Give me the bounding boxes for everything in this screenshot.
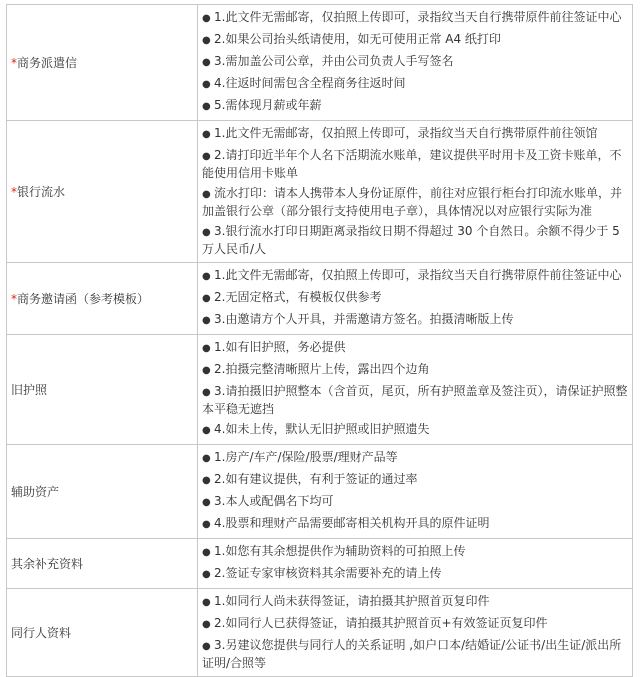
requirement-text: 1.此文件无需邮寄，仅拍照上传即可，录指纹当天自行携带原件前往领馆 [214,126,598,140]
requirement-text: 1.房产/车产/保险/股票/理财产品等 [214,450,398,464]
bullet-icon: ● [202,57,211,68]
list-item [202,51,628,73]
requirement-text: 3.请拍摄旧护照整本（含首页，尾页，所有护照盖章及签注页），请保证护照整本平稳无遮挡 [202,384,628,416]
bullet-icon: ● [202,271,211,282]
requirements-cell [198,335,633,445]
document-type-cell [7,263,198,335]
requirement-text: 3.银行流水打印日期距离录指纹日期不得超过 30 个自然日。余额不得少于 5 万人民币/人 [202,224,620,256]
table-row [7,445,633,539]
requirement-text: 2.签证专家审核资料其余需要补充的请上传 [214,566,442,580]
requirement-text: 2.拍摄完整清晰照片上传，露出四个边角 [214,362,430,376]
bullet-icon: ● [202,227,211,238]
bullet-icon: ● [202,387,211,398]
bullet-icon: ● [202,453,211,464]
bullet-icon: ● [202,343,211,354]
requirement-text: 3.由邀请方个人开具，并需邀请方签名。拍摄清晰版上传 [214,312,514,326]
table-row [7,263,633,335]
bullet-icon: ● [202,151,211,162]
requirements-cell [198,445,633,539]
list-item [202,469,628,491]
table-row [7,589,633,677]
list-item [202,7,628,29]
document-type-label: 商务邀请函（参考模板） [17,291,150,306]
requirement-text: 1.如有旧护照，务必提供 [214,340,346,354]
requirements-cell [198,589,633,677]
requirements-table [6,4,633,677]
bullet-icon: ● [202,129,211,140]
requirement-text: 1.此文件无需邮寄，仅拍照上传即可，录指纹当天自行携带原件前往签证中心 [214,268,622,282]
requirement-text: 2.如果公司抬头纸请使用，如无可使用正常 A4 纸打印 [214,32,501,46]
requirement-text: 4.往返时间需包含全程商务往返时间 [214,76,406,90]
bullet-icon: ● [202,519,211,530]
requirements-cell [198,5,633,121]
requirement-text: 2.如有建议提供，有利于签证的通过率 [214,472,418,486]
bullet-icon: ● [202,497,211,508]
document-type-label: 辅助资产 [11,484,60,499]
bullet-icon: ● [202,641,211,652]
bullet-icon: ● [202,475,211,486]
document-type-cell [7,445,198,539]
bullet-icon: ● [202,365,211,376]
requirements-cell [198,121,633,263]
document-type-cell [7,589,198,677]
required-mark: * [11,291,17,306]
requirements-cell [198,263,633,335]
requirement-text: 2.无固定格式，有模板仅供参考 [214,290,382,304]
bullet-icon: ● [202,425,211,436]
requirement-text: 4.股票和理财产品需要邮寄相关机构开具的原件证明 [214,516,490,530]
table-row [7,335,633,445]
list-item [202,309,628,331]
list-item [202,513,628,535]
list-item [202,73,628,95]
bullet-icon: ● [202,79,211,90]
bullet-icon: ● [202,619,211,630]
requirement-text: 4.如未上传，默认无旧护照或旧护照遗失 [214,422,430,436]
requirement-text: 1.如您有其余想提供作为辅助资料的可拍照上传 [214,544,466,558]
list-item [202,563,628,585]
requirement-text: 3.本人或配偶名下均可 [214,494,334,508]
requirement-text: 1.如同行人尚未获得签证，请拍摄其护照首页复印件 [214,594,490,608]
requirements-table-body [7,5,633,677]
bullet-icon: ● [202,101,211,112]
list-item [202,381,628,419]
list-item [202,635,628,673]
table-row [7,539,633,589]
list-item [202,145,628,183]
document-type-cell [7,121,198,263]
list-item [202,491,628,513]
bullet-icon: ● [202,189,211,200]
document-type-cell [7,539,198,589]
document-type-label: 同行人资料 [11,625,72,640]
requirement-text: 流水打印：请本人携带本人身份证原件，前往对应银行柜台打印流水账单，并加盖银行公章（部分银行支持使用电子章），具体情况以对应银行实际为准 [202,186,623,218]
required-mark: * [11,184,17,199]
table-row [7,121,633,263]
list-item [202,287,628,309]
requirement-text: 2.如同行人已获得签证，请拍摄其护照首页+有效签证页复印件 [214,616,548,630]
requirement-text: 2.请打印近半年个人名下活期流水账单，建议提供平时用卡及工资卡账单，不能使用信用卡账单 [202,148,622,180]
requirement-text: 5.需体现月薪或年薪 [214,98,322,112]
list-item [202,29,628,51]
document-type-label: 旧护照 [11,382,48,397]
document-type-label: 其余补充资料 [11,556,84,571]
requirement-text: 3.需加盖公司公章，并由公司负责人手写签名 [214,54,454,68]
bullet-icon: ● [202,35,211,46]
required-mark: * [11,55,17,70]
list-item [202,591,628,613]
bullet-icon: ● [202,547,211,558]
bullet-icon: ● [202,293,211,304]
list-item [202,337,628,359]
document-type-label: 银行流水 [17,184,66,199]
list-item [202,123,628,145]
list-item [202,221,628,259]
bullet-icon: ● [202,315,211,326]
list-item [202,613,628,635]
bullet-icon: ● [202,569,211,580]
list-item [202,359,628,381]
list-item [202,265,628,287]
list-item [202,447,628,469]
list-item [202,95,628,117]
table-row [7,5,633,121]
requirement-text: 3.另建议您提供与同行人的关系证明 ,如户口本/结婚证/公证书/出生证/派出所证明/合照等 [202,638,622,670]
bullet-icon: ● [202,597,211,608]
bullet-icon: ● [202,13,211,24]
list-item [202,419,628,441]
list-item [202,183,628,221]
list-item [202,541,628,563]
document-type-cell [7,335,198,445]
requirements-cell [198,539,633,589]
document-type-cell [7,5,198,121]
document-type-label: 商务派遣信 [17,55,78,70]
requirement-text: 1.此文件无需邮寄，仅拍照上传即可，录指纹当天自行携带原件前往签证中心 [214,10,622,24]
